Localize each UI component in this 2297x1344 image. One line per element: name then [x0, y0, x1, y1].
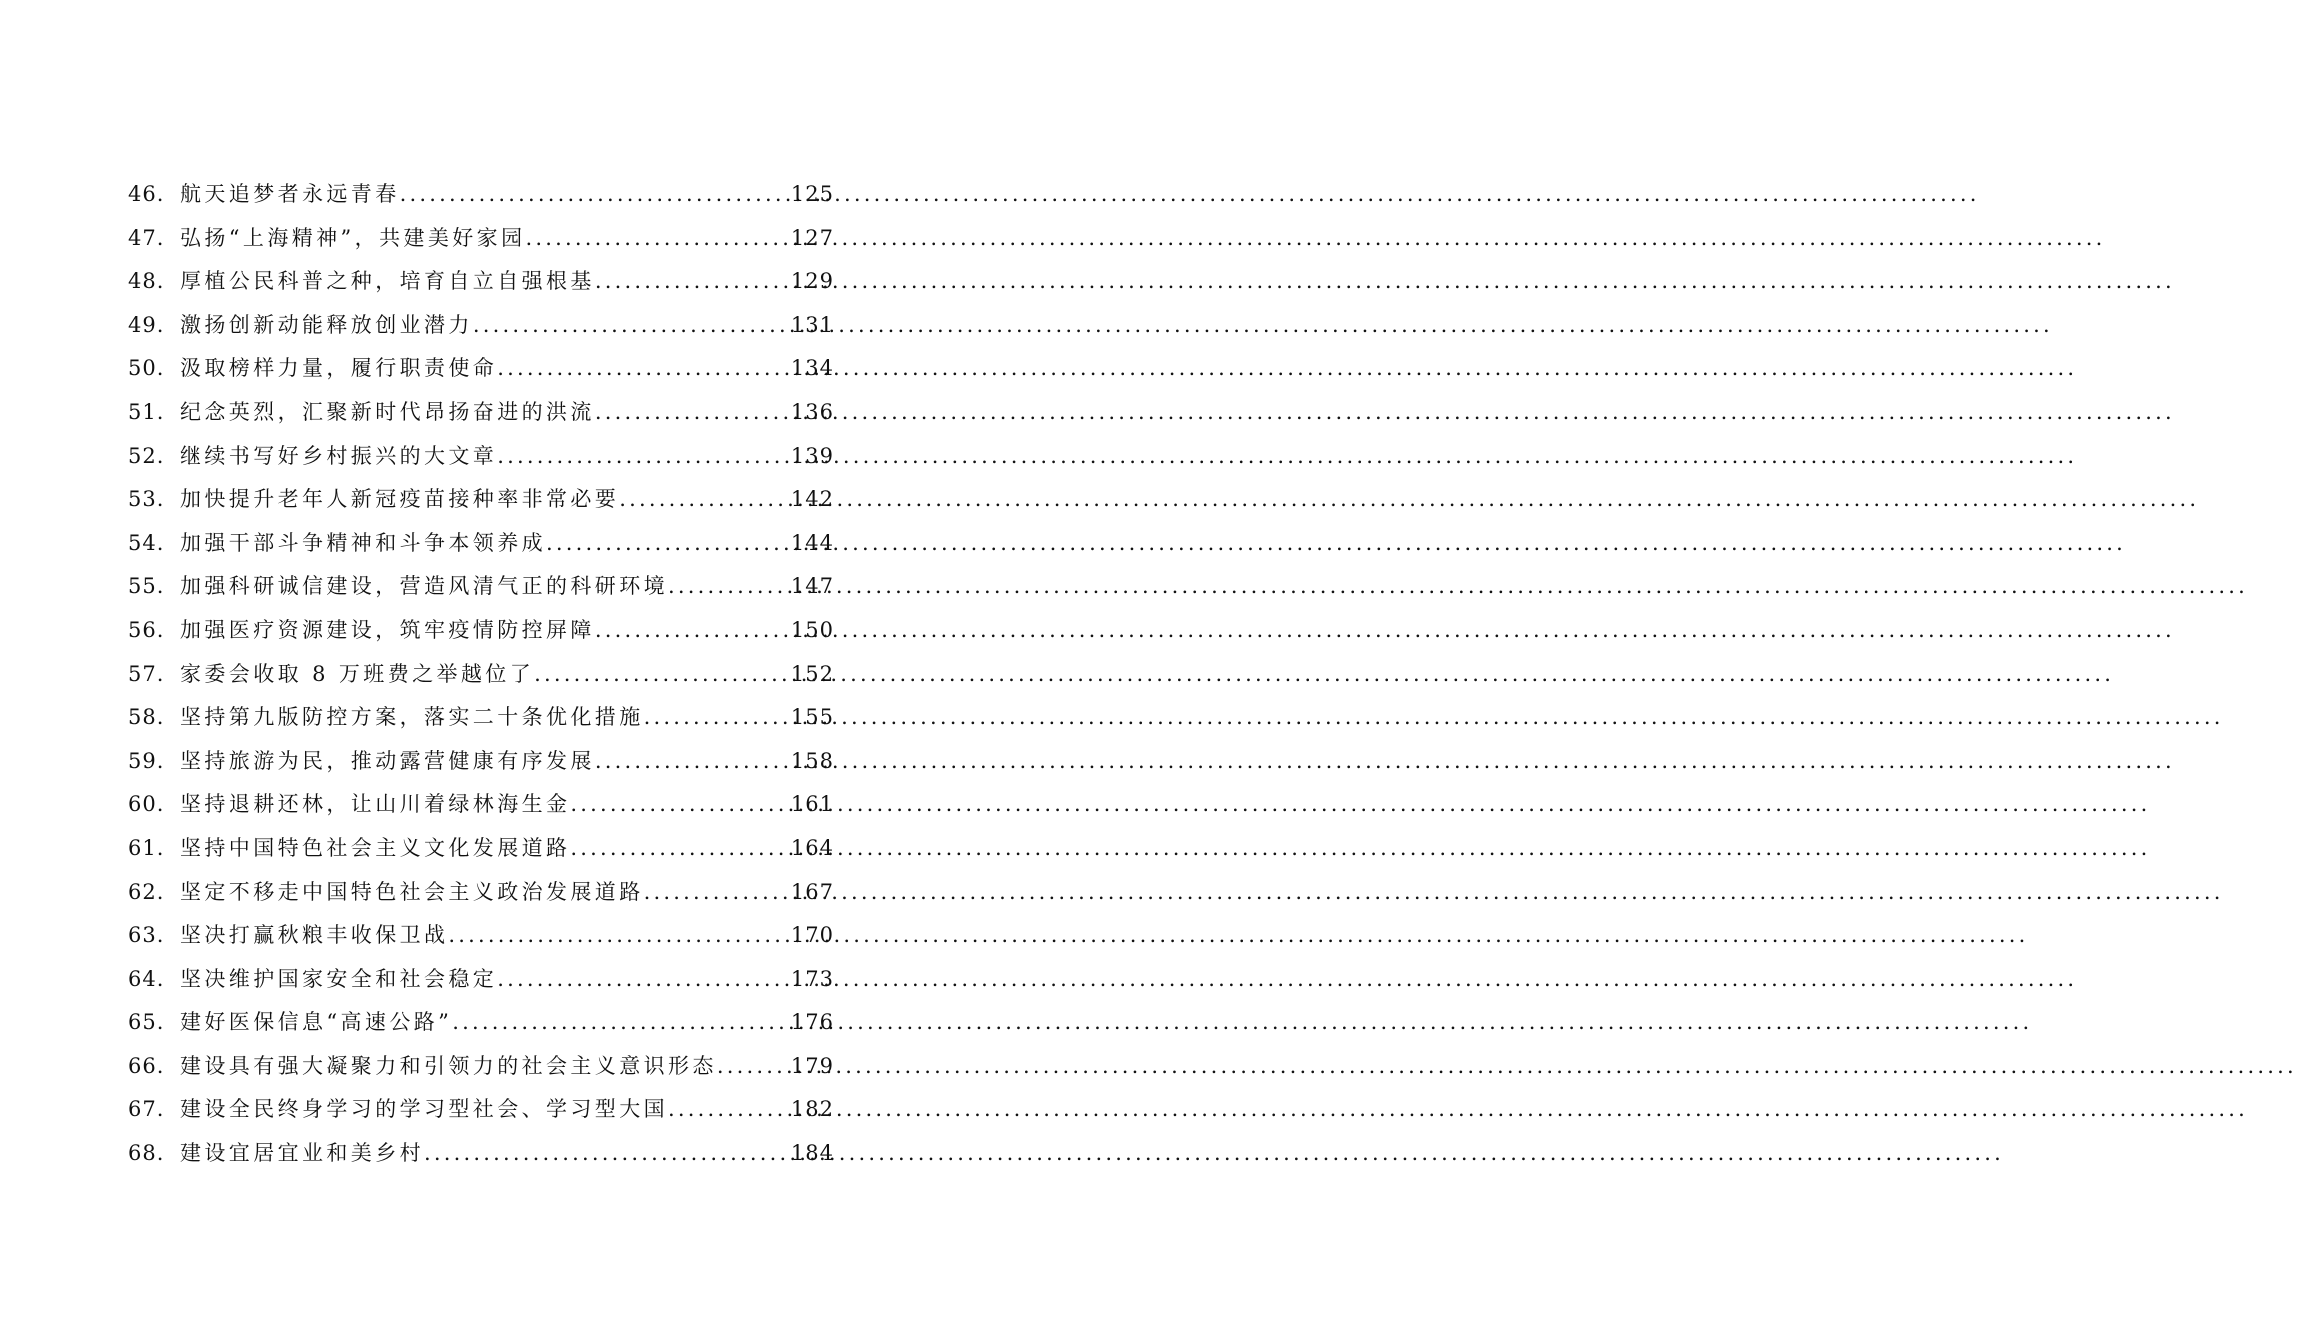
toc-dot-leader	[424, 1132, 789, 1176]
toc-entry-title: 建设宜居宜业和美乡村	[180, 1141, 424, 1166]
toc-entry-page-number: 131	[790, 312, 834, 337]
toc-entry-number: 55.	[128, 574, 165, 599]
toc-dot-leader	[452, 1001, 789, 1045]
toc-entry-title: 继续书写好乡村振兴的大文章	[180, 443, 498, 468]
toc-entry-number: 53.	[128, 487, 165, 512]
toc-entry-title: 厚植公民科普之种，培育自立自强根基	[180, 269, 595, 294]
toc-entry-number: 54.	[128, 530, 165, 555]
toc-entry[interactable]	[128, 217, 834, 261]
toc-entry-page-number: 176	[790, 1010, 834, 1035]
toc-entry-page-number: 182	[790, 1097, 834, 1122]
toc-dot-leader	[546, 522, 789, 566]
toc-entry-page-number: 127	[790, 225, 834, 250]
toc-entry-title: 纪念英烈，汇聚新时代昂扬奋进的洪流	[180, 399, 595, 424]
toc-entry-title: 家委会收取 8 万班费之举越位了	[180, 661, 535, 686]
toc-entry-number: 59.	[128, 748, 165, 773]
toc-entry[interactable]	[128, 958, 834, 1002]
toc-entry-page-number: 144	[790, 530, 834, 555]
toc-entry[interactable]	[128, 522, 834, 566]
toc-dot-leader	[644, 696, 789, 740]
document-page	[0, 0, 950, 1344]
toc-entry-number: 52.	[128, 443, 165, 468]
toc-entry-number: 56.	[128, 617, 165, 642]
toc-entry-number: 47.	[128, 225, 165, 250]
toc-entry[interactable]	[128, 478, 834, 522]
toc-entry[interactable]	[128, 914, 834, 958]
toc-entry-page-number: 129	[790, 269, 834, 294]
toc-dot-leader	[717, 1045, 789, 1089]
toc-entry-title: 弘扬“上海精神”，共建美好家园	[180, 225, 526, 250]
toc-entry-title: 汲取榜样力量，履行职责使命	[180, 356, 498, 381]
toc-entry[interactable]	[128, 260, 834, 304]
toc-entry-page-number: 142	[790, 487, 834, 512]
toc-dot-leader	[473, 304, 789, 348]
toc-dot-leader	[497, 958, 789, 1002]
toc-dot-leader	[525, 217, 788, 261]
toc-entry-number: 49.	[128, 312, 165, 337]
toc-entry-title: 坚持中国特色社会主义文化发展道路	[180, 835, 571, 860]
toc-entry[interactable]	[128, 435, 834, 479]
toc-entry-number: 51.	[128, 399, 165, 424]
toc-dot-leader	[400, 173, 789, 217]
toc-entry-title: 坚决维护国家安全和社会稳定	[180, 966, 498, 991]
toc-dot-leader	[668, 565, 789, 609]
toc-dot-leader	[619, 478, 789, 522]
toc-entry-number: 63.	[128, 923, 165, 948]
toc-dot-leader	[570, 783, 789, 827]
toc-entry-number: 48.	[128, 269, 165, 294]
toc-entry-page-number: 155	[790, 705, 834, 730]
toc-entry-page-number: 184	[790, 1141, 834, 1166]
toc-entry-title: 坚决打赢秋粮丰收保卫战	[180, 923, 449, 948]
toc-dot-leader	[570, 827, 789, 871]
toc-dot-leader	[595, 609, 789, 653]
toc-entry-page-number: 125	[790, 182, 834, 206]
toc-entry-title: 坚持第九版防控方案，落实二十条优化措施	[180, 705, 644, 730]
toc-entry-title: 坚持退耕还林，让山川着绿林海生金	[180, 792, 571, 817]
table-of-contents	[128, 173, 834, 1176]
toc-dot-leader	[595, 740, 789, 784]
toc-entry-title: 激扬创新动能释放创业潜力	[180, 312, 473, 337]
toc-entry[interactable]	[128, 391, 834, 435]
toc-entry-number: 61.	[128, 835, 165, 860]
toc-entry-title: 航天追梦者永远青春	[180, 182, 400, 206]
toc-dot-leader	[497, 347, 789, 391]
toc-entry-number: 57.	[128, 661, 165, 686]
toc-entry[interactable]	[128, 347, 834, 391]
toc-entry-title: 建设全民终身学习的学习型社会、学习型大国	[180, 1097, 668, 1122]
toc-entry[interactable]	[128, 1045, 834, 1089]
toc-entry-number: 50.	[128, 356, 165, 381]
toc-entry-page-number: 136	[790, 399, 834, 424]
toc-entry-title: 坚定不移走中国特色社会主义政治发展道路	[180, 879, 644, 904]
toc-entry[interactable]	[128, 653, 834, 697]
toc-entry-title: 加强科研诚信建设，营造风清气正的科研环境	[180, 574, 668, 599]
toc-entry[interactable]	[128, 1001, 834, 1045]
toc-entry-page-number: 170	[790, 923, 834, 948]
toc-entry-title: 建设具有强大凝聚力和引领力的社会主义意识形态	[180, 1053, 717, 1078]
toc-entry-number: 68.	[128, 1141, 165, 1166]
toc-entry-title: 加强干部斗争精神和斗争本领养成	[180, 530, 546, 555]
toc-entry-page-number: 167	[790, 879, 834, 904]
toc-entry[interactable]	[128, 1088, 834, 1132]
toc-entry[interactable]	[128, 783, 834, 827]
toc-dot-leader	[595, 260, 789, 304]
toc-dot-leader	[644, 871, 789, 915]
toc-entry-number: 65.	[128, 1010, 165, 1035]
toc-entry-title: 加强医疗资源建设，筑牢疫情防控屏障	[180, 617, 595, 642]
toc-entry[interactable]	[128, 173, 834, 217]
toc-entry[interactable]	[128, 1132, 834, 1176]
toc-entry-page-number: 152	[790, 661, 834, 686]
toc-entry-page-number: 179	[790, 1053, 834, 1078]
toc-entry-number: 67.	[128, 1097, 165, 1122]
toc-entry-number: 60.	[128, 792, 165, 817]
toc-entry-page-number: 150	[790, 617, 834, 642]
toc-dot-leader	[595, 391, 789, 435]
toc-entry[interactable]	[128, 304, 834, 348]
toc-entry-page-number: 173	[790, 966, 834, 991]
toc-entry-number: 46.	[128, 182, 165, 206]
toc-entry-number: 66.	[128, 1053, 165, 1078]
toc-entry-title: 建好医保信息“高速公路”	[180, 1010, 453, 1035]
toc-entry-number: 58.	[128, 705, 165, 730]
toc-entry-number: 64.	[128, 966, 165, 991]
toc-entry-page-number: 164	[790, 835, 834, 860]
toc-entry[interactable]	[128, 609, 834, 653]
toc-dot-leader	[534, 653, 789, 697]
toc-entry[interactable]	[128, 871, 834, 915]
toc-dot-leader	[448, 914, 789, 958]
toc-entry-title: 坚持旅游为民，推动露营健康有序发展	[180, 748, 595, 773]
toc-entry-page-number: 134	[790, 356, 834, 381]
toc-entry-page-number: 158	[790, 748, 834, 773]
toc-entry-page-number: 147	[790, 574, 834, 599]
toc-entry-number: 62.	[128, 879, 165, 904]
toc-entry[interactable]	[128, 827, 834, 871]
toc-entry-page-number: 161	[790, 792, 834, 817]
toc-dot-leader	[668, 1088, 789, 1132]
toc-entry-title: 加快提升老年人新冠疫苗接种率非常必要	[180, 487, 620, 512]
toc-entry[interactable]	[128, 696, 834, 740]
toc-entry[interactable]	[128, 565, 834, 609]
toc-entry[interactable]	[128, 740, 834, 784]
toc-entry-page-number: 139	[790, 443, 834, 468]
toc-dot-leader	[497, 435, 789, 479]
